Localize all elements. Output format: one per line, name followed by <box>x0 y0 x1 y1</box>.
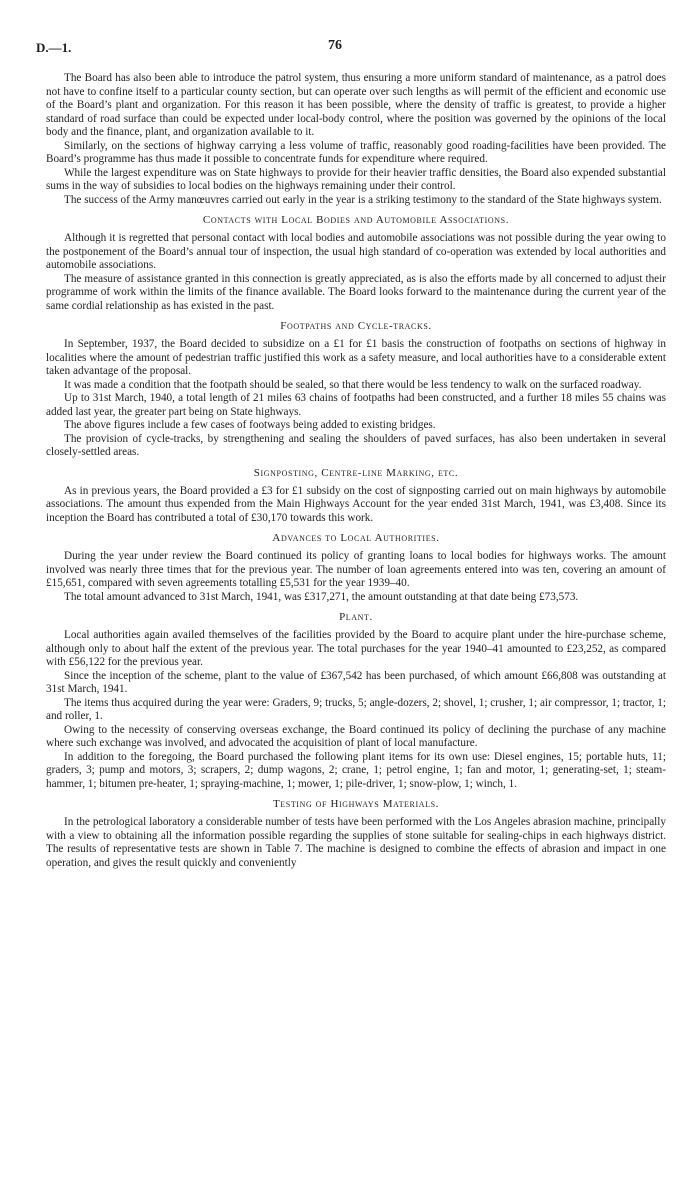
section-signposting <box>46 467 666 526</box>
section-heading: Signposting, Centre-line Marking, etc. <box>253 466 459 479</box>
paragraph: In September, 1937, the Board decided to subsidize on a £1 for £1 basis the construction of footpaths on sections of highway in localities where the amount of pedestrian traffic justified this work as a safety measure, and local authorities have to a considerable extent taken advantage of the proposal. <box>46 338 666 377</box>
paragraph: In addition to the foregoing, the Board purchased the following plant items for its own use: Diesel engines, 15; portable huts, 11; graders, 3; pump and motors, 3; scrapers, 2; dump wagons, 2; crane, 1; petrol engine, 1; fan and motor, 1; generating-set, 1; steam-hammer, 1; bitumen pre-heater, 1; spraying-machine, 1; mower, 1; pile-driver, 1; snow-plow, 1; winch, 1. <box>46 750 666 790</box>
section-heading: Footpaths and Cycle-tracks. <box>280 320 432 332</box>
paragraph: Local authorities again availed themselves of the facilities provided by the Board to acquire plant under the hire-purchase scheme, although only to about half the extent of the previous year. The total purchases for the year 1940–41 amounted to £23,252, as compared with £56,122 for the previous year. <box>46 629 666 668</box>
section-heading: Testing of Highways Materials. <box>272 798 440 810</box>
page-number: 76 <box>328 38 342 53</box>
paragraph: The success of the Army manœuvres carried out early in the year is a striking testimony to the standard of the State highways system. <box>64 193 662 206</box>
document-reference: D.—1. <box>36 40 72 55</box>
paragraph: It was made a condition that the footpath should be sealed, so that there would be less tendency to walk on the surfaced roadway. <box>64 378 642 391</box>
paragraph: Since the inception of the scheme, plant to the value of £367,542 has been purchased, of which amount £66,808 was outstanding at 31st March, 1941. <box>46 669 666 695</box>
paragraph: In the petrological laboratory a considerable number of tests have been performed with the Los Angeles abrasion machine, principally with a view to obtaining all the information possible regarding the supplies of stone suitable for sealing-chips in each highways district. The results of representative tests are shown in Table 7. The machine is designed to combine the effects of abrasion and impact in one operation, and gives the result quickly and conveniently <box>46 816 666 869</box>
paragraph: The total amount advanced to 31st March, 1941, was £317,271, the amount outstanding at that date being £73,573. <box>64 590 579 603</box>
paragraph: As in previous years, the Board provided a £3 for £1 subsidy on the cost of signposting carried out on main highways by automobile associations. The amount thus expended from the Main Highways Account for the year ended 31st March, 1941, was £3,408. Since its inception the Board has contributed a total of £30,170 towards this work. <box>46 484 666 524</box>
section-heading: Plant. <box>339 611 373 623</box>
paragraph: During the year under review the Board continued its policy of granting loans to local bodies for highways works. The amount involved was nearly three times that for the previous year. The number of loan agreements entered into was ten, covering an amount of £15,651, compared with seven agreements totalling £5,531 for the year 1939–40. <box>46 550 666 589</box>
section-footpaths <box>46 320 666 460</box>
section-plant <box>46 611 666 791</box>
paragraph: Up to 31st March, 1940, a total length of 21 miles 63 chains of footpaths had been constructed, and a further 18 miles 55 chains was added last year, the greater part being on State highways. <box>46 392 666 418</box>
section-heading: Contacts with Local Bodies and Automobile Associations. <box>202 214 510 226</box>
paragraph: Owing to the necessity of conserving overseas exchange, the Board continued its policy of declining the purchase of any machine where such exchange was involved, and advocated the acquisition of plant of local manufacture. <box>46 723 666 749</box>
section-contacts <box>46 214 666 313</box>
paragraph: Similarly, on the sections of highway carrying a less volume of traffic, reasonably good roading-facilities have been provided. The Board’s programme has thus made it possible to concentrate funds for expenditure where required. <box>46 139 666 165</box>
paragraph: The provision of cycle-tracks, by strengthening and sealing the shoulders of paved surfaces, has also been undertaken in several closely-settled areas. <box>46 432 666 458</box>
paragraph: The above figures include a few cases of footways being added to existing bridges. <box>64 419 436 431</box>
section-testing <box>46 798 666 870</box>
document-body <box>46 72 666 870</box>
paragraph: While the largest expenditure was on State highways to provide for their heavier traffic densities, the Board also expended substantial sums in the way of subsidies to local bodies on the highways remaining under their control. <box>46 166 666 192</box>
section-advances <box>46 532 666 604</box>
section-patrol-system <box>46 72 666 207</box>
paragraph: Although it is regretted that personal contact with local bodies and automobile associations was not possible during the year owing to the postponement of the Board’s annual tour of inspection, the usual high standard of co-operation was extended by local authorities and automobile associations. <box>46 232 666 271</box>
paragraph: The items thus acquired during the year were: Graders, 9; trucks, 5; angle-dozers, 2; shovel, 1; crusher, 1; air compressor, 1; tractor, 1; and roller, 1. <box>46 696 666 722</box>
paragraph: The measure of assistance granted in this connection is greatly appreciated, as is also the efforts made by all concerned to adjust their programme of work within the limits of the finance available. The Board looks forward to the maintenance during the current year of the same cordial relationship as has existed in the past. <box>46 272 666 312</box>
paragraph: The Board has also been able to introduce the patrol system, thus ensuring a more uniform standard of maintenance, as a patrol does not have to confine itself to a particular county section, but can operate over such lengths as will permit of the efficient and economic use of the Board’s plant and organization. For this reason it has been possible, where the density of traffic is greatest, to provide a higher standard of road surface than could be expected under local-body control, where the position was governed by the opinions of the local body and the finance, plant, and organization available to it. <box>46 72 666 138</box>
section-heading: Advances to Local Authorities. <box>272 532 440 544</box>
